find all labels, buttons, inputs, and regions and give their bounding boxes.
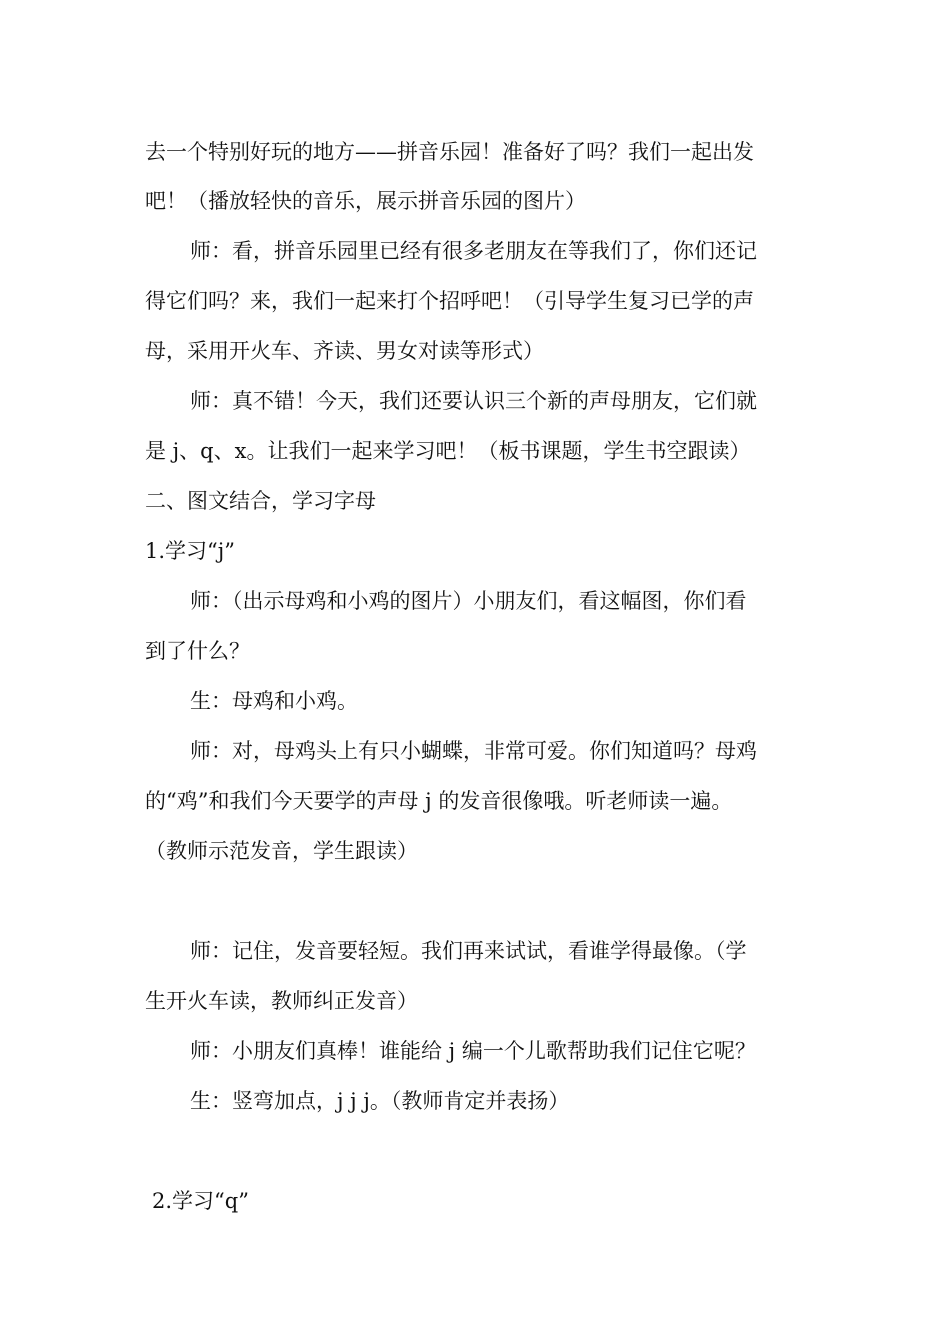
- paragraph-line: 母，采用开火车、齐读、男女对读等形式）: [145, 339, 544, 363]
- paragraph-line: 生开火车读，教师纠正发音）: [145, 989, 418, 1013]
- subsection-heading: 1.学习“j”: [145, 539, 236, 563]
- teacher-line: 师：（出示母鸡和小鸡的图片）小朋友们，看这幅图，你们看: [190, 589, 747, 613]
- teacher-line: 师：真不错！今天，我们还要认识三个新的声母朋友，它们就: [190, 389, 757, 413]
- teacher-line: 师：看，拼音乐园里已经有很多老朋友在等我们了，你们还记: [190, 239, 757, 263]
- blank-space: [0, 880, 950, 930]
- teacher-line: 师：小朋友们真棒！谁能给 j 编一个儿歌帮助我们记住它呢？: [190, 1039, 756, 1063]
- paragraph-line: （教师示范发音，学生跟读）: [145, 839, 418, 863]
- section-heading: 二、图文结合，学习字母: [145, 489, 376, 513]
- teacher-line: 师：对，母鸡头上有只小蝴蝶，非常可爱。你们知道吗？母鸡: [190, 739, 757, 763]
- blank-space: [0, 1130, 950, 1180]
- paragraph-line: 得它们吗？来，我们一起来打个招呼吧！（引导学生复习已学的声: [145, 289, 754, 313]
- subsection-heading: 2.学习“q”: [152, 1189, 249, 1213]
- paragraph-line: 去一个特别好玩的地方——拼音乐园！准备好了吗？我们一起出发: [145, 140, 754, 164]
- teacher-line: 师：记住，发音要轻短。我们再来试试，看谁学得最像。（学: [190, 939, 747, 963]
- paragraph-line: 的“鸡”和我们今天要学的声母 j 的发音很像哦。听老师读一遍。: [145, 789, 733, 813]
- paragraph-line: 吧！（播放轻快的音乐，展示拼音乐园的图片）: [145, 189, 586, 213]
- student-line: 生：母鸡和小鸡。: [190, 689, 358, 713]
- student-line: 生：竖弯加点，j j j。（教师肯定并表扬）: [190, 1089, 570, 1113]
- paragraph-line: 是 j、q、x。让我们一起来学习吧！（板书课题，学生书空跟读）: [145, 439, 751, 463]
- paragraph-line: 到了什么？: [145, 639, 250, 663]
